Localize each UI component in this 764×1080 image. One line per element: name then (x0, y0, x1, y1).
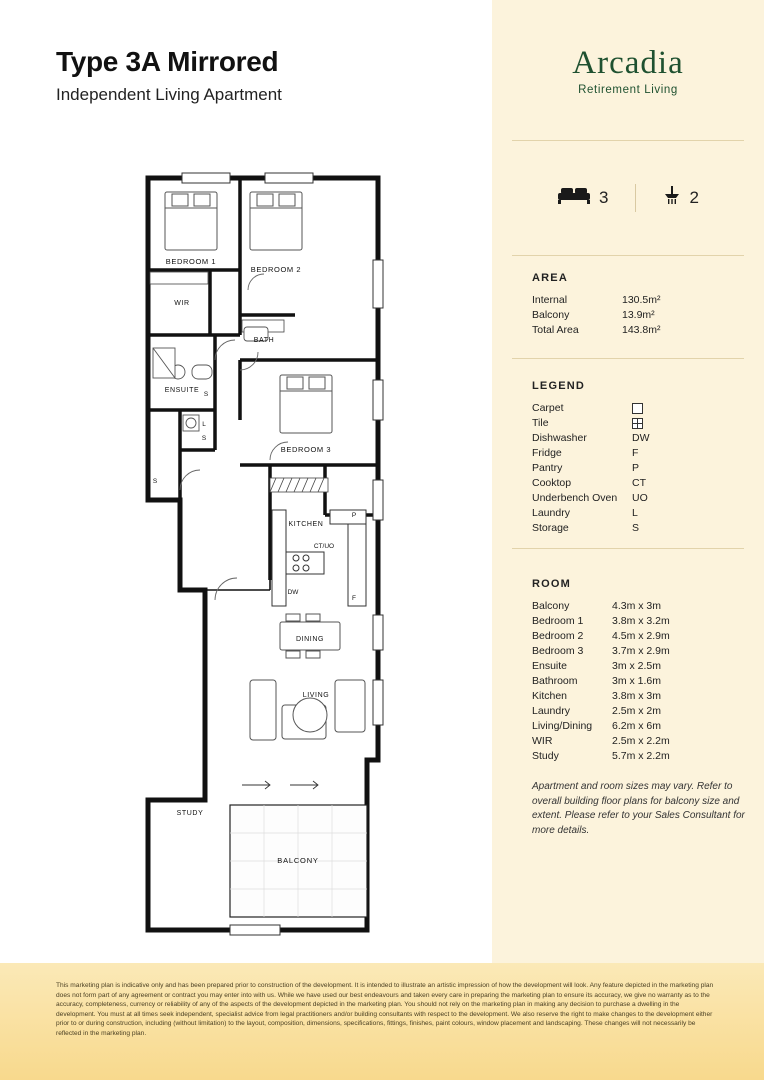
legend-row (532, 506, 752, 521)
svg-text:DINING: DINING (295, 636, 325, 643)
room-block (532, 578, 752, 838)
room-row (532, 659, 752, 674)
area-row (532, 293, 752, 308)
spec-divider (635, 184, 636, 212)
legend-label: Carpet (532, 402, 564, 414)
room-row (532, 719, 752, 734)
page-title-block (56, 46, 282, 105)
svg-text:F: F (352, 595, 356, 602)
room-row (532, 629, 752, 644)
footer-banner (0, 963, 764, 1080)
legend-block (532, 380, 752, 536)
page-subtitle: Independent Living Apartment (56, 85, 282, 104)
area-block (532, 272, 752, 338)
room-label: Laundry (532, 705, 570, 717)
legend-row (532, 461, 752, 476)
area-title: AREA (532, 272, 568, 284)
svg-text:P: P (351, 512, 357, 519)
legend-title: LEGEND (532, 380, 586, 392)
tile-swatch (632, 416, 752, 431)
room-label: Bathroom (532, 675, 578, 687)
brand-name: Arcadia (572, 44, 684, 81)
area-value: 143.8m² (622, 324, 661, 336)
divider (512, 255, 744, 256)
svg-text:S: S (201, 435, 207, 442)
room-label: Balcony (532, 600, 570, 612)
room-label: Study (532, 750, 559, 762)
room-label: Ensuite (532, 660, 568, 672)
legend-row (532, 521, 752, 536)
bedroom-count-value: 3 (599, 187, 609, 207)
area-row (532, 308, 752, 323)
svg-text:DW: DW (287, 589, 299, 596)
brand-tagline: Retirement Living (578, 83, 678, 96)
spec-block (492, 140, 764, 255)
shower-icon (662, 185, 682, 210)
svg-text:S: S (203, 391, 209, 398)
legend-label: Laundry (532, 507, 570, 519)
svg-text:S: S (152, 478, 158, 485)
legend-label: Dishwasher (532, 432, 587, 444)
svg-text:KITCHEN: KITCHEN (288, 521, 324, 528)
room-value: 3.7m x 2.9m (612, 645, 670, 657)
legend-row (532, 431, 752, 446)
svg-text:BEDROOM 1: BEDROOM 1 (165, 257, 217, 266)
room-value: 6.2m x 6m (612, 720, 662, 732)
svg-text:BATH: BATH (253, 337, 275, 344)
room-row (532, 734, 752, 749)
legend-code: F (632, 447, 639, 459)
room-value: 2.5m x 2m (612, 705, 662, 717)
room-row (532, 704, 752, 719)
room-title: ROOM (532, 578, 572, 590)
carpet-swatch (632, 401, 752, 416)
svg-text:BEDROOM 2: BEDROOM 2 (250, 265, 302, 274)
room-row (532, 674, 752, 689)
legend-code: L (632, 507, 638, 519)
legend-label: Cooktop (532, 477, 572, 489)
divider (512, 358, 744, 359)
room-value: 3.8m x 3m (612, 690, 662, 702)
svg-text:LIVING: LIVING (302, 692, 330, 699)
room-label: Bedroom 3 (532, 645, 584, 657)
room-value: 5.7m x 2.2m (612, 750, 670, 762)
legend-label: Storage (532, 522, 569, 534)
room-value: 4.3m x 3m (612, 600, 662, 612)
bathroom-count (662, 185, 699, 210)
room-value: 2.5m x 2.2m (612, 735, 670, 747)
room-note: Apartment and room sizes may vary. Refer to overall building floor plans for balcony size and extent. Please refer to your Sales Consultant for more details. (532, 781, 745, 836)
svg-text:WIR: WIR (174, 300, 190, 307)
room-row (532, 749, 752, 764)
area-label: Total Area (532, 324, 579, 336)
area-label: Balcony (532, 309, 570, 321)
room-label: Living/Dining (532, 720, 593, 732)
room-row (532, 644, 752, 659)
info-sidebar (492, 0, 764, 963)
legend-label: Fridge (532, 447, 562, 459)
divider (512, 548, 744, 549)
disclaimer-text: This marketing plan is indicative only and has been prepared prior to construction of the development. It is intended to illustrate an artistic impression of how the development will look. Any feature depicted in the marketing plan does not form part of any agreement or contract you may enter into with us. While we have used our best endeavours and taken every care in preparing the marketing plan to ensure its accuracy, we give no warranty as to the accuracy, completeness, currency or reliability of any of the aspects of the development depicted in the marketing plan. You should not rely on the marketing plan in making any decision to purchase a dwelling in the development. You must at all times seek independent, specialist advice from legal practitioners and/or building consultants with respect to the development. We also reserve the right to make changes to the development either prior to or during construction, including (without limitation) to the layout, composition, dimensions, specifications, fittings, finishes, paint colours, window placement and landscaping. These changes will not necessarily be reflected in the marketing plan. (56, 982, 714, 1037)
legend-code: S (632, 522, 640, 534)
area-label: Internal (532, 294, 568, 306)
legend-row (532, 491, 752, 506)
bedroom-count (557, 185, 608, 210)
legend-row (532, 401, 752, 416)
room-row (532, 614, 752, 629)
legend-row (532, 416, 752, 431)
svg-text:BALCONY: BALCONY (277, 856, 319, 865)
svg-text:L: L (202, 421, 206, 428)
bathroom-count-value: 2 (689, 187, 699, 207)
legend-row (532, 476, 752, 491)
room-value: 3m x 1.6m (612, 675, 662, 687)
bed-icon (557, 185, 591, 210)
legend-row (532, 446, 752, 461)
svg-text:CT/UO: CT/UO (313, 543, 335, 550)
legend-label: Pantry (532, 462, 563, 474)
page-title: Type 3A Mirrored (56, 46, 279, 77)
legend-label: Underbench Oven (532, 492, 618, 504)
room-label: WIR (532, 735, 553, 747)
area-value: 130.5m² (622, 294, 661, 306)
legend-code: CT (632, 477, 646, 489)
legend-code: DW (632, 432, 650, 444)
area-row (532, 323, 752, 338)
floor-plan-drawing (120, 160, 420, 950)
legend-code: P (632, 462, 640, 474)
room-row (532, 689, 752, 704)
room-label: Kitchen (532, 690, 568, 702)
brand-block (492, 0, 764, 140)
legend-label: Tile (532, 417, 549, 429)
svg-text:BEDROOM 3: BEDROOM 3 (280, 445, 332, 454)
room-value: 3m x 2.5m (612, 660, 662, 672)
room-value: 4.5m x 2.9m (612, 630, 670, 642)
room-label: Bedroom 2 (532, 630, 584, 642)
legend-code: UO (632, 492, 648, 504)
room-value: 3.8m x 3.2m (612, 615, 670, 627)
room-label: Bedroom 1 (532, 615, 584, 627)
svg-text:STUDY: STUDY (176, 810, 204, 817)
room-row (532, 599, 752, 614)
area-value: 13.9m² (622, 309, 655, 321)
svg-text:ENSUITE: ENSUITE (164, 387, 200, 394)
